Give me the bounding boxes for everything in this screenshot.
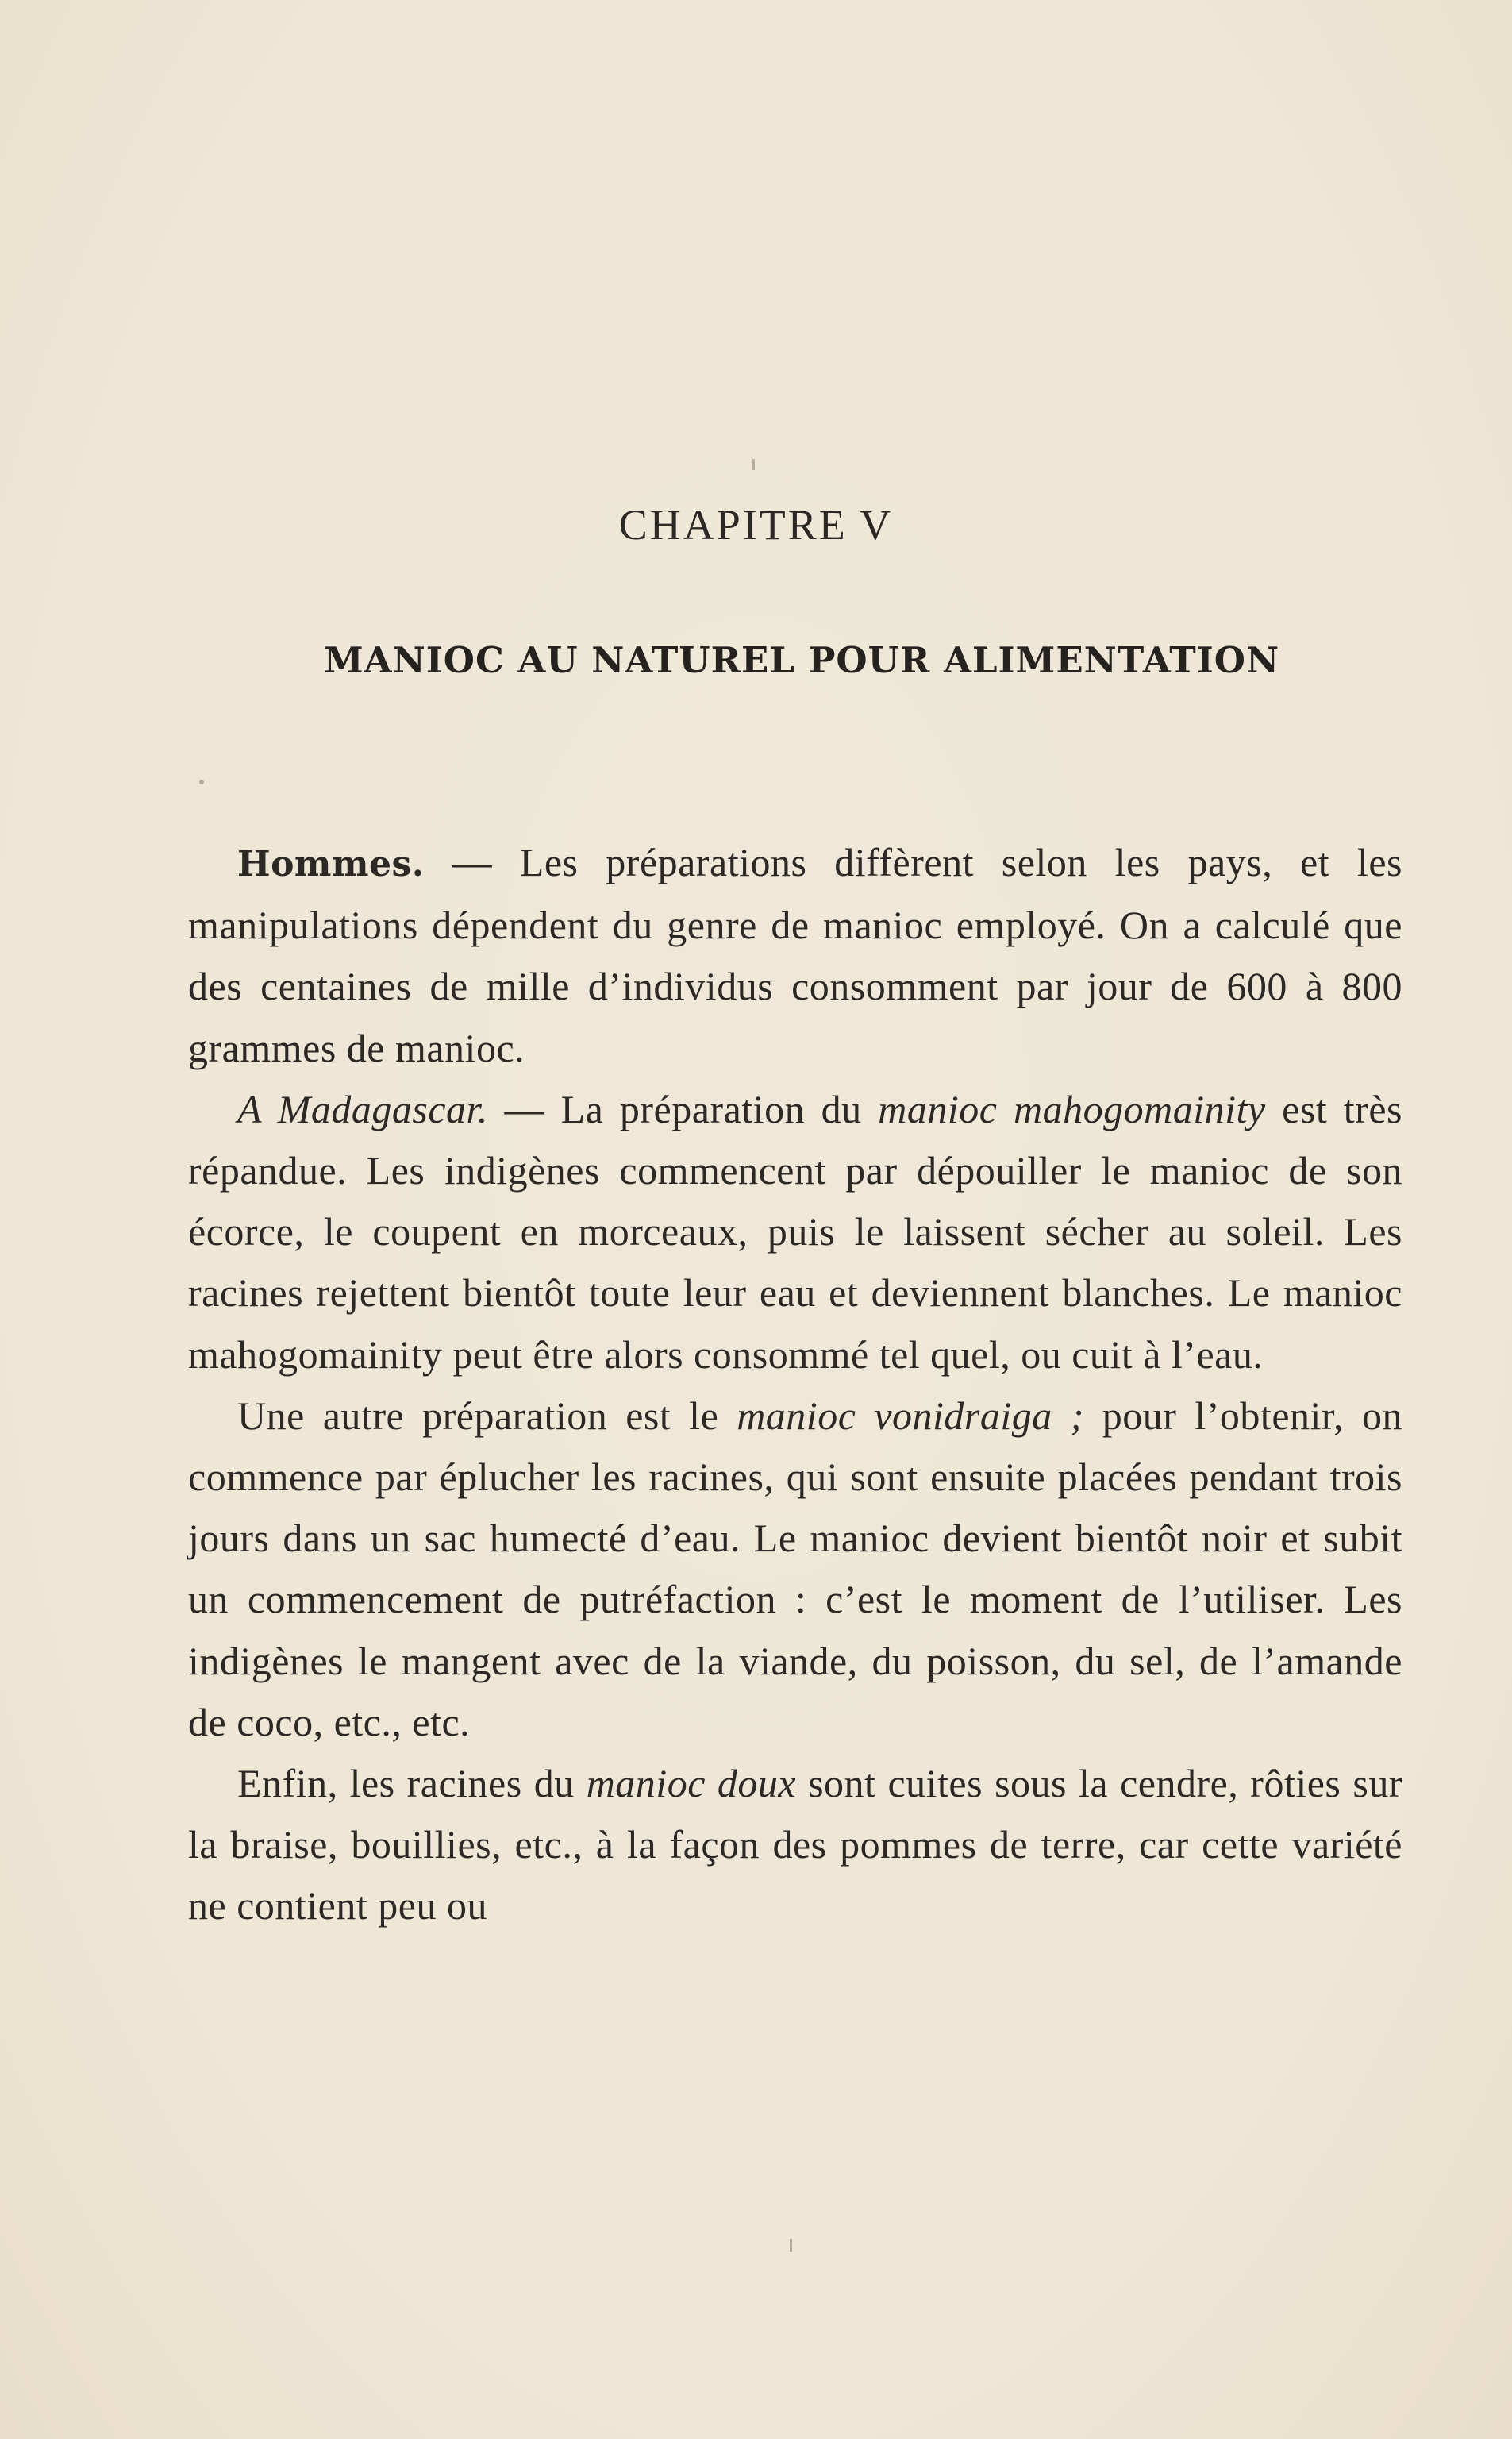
paragraph-3 bbox=[188, 1385, 1402, 1753]
paragraph-3-italic-a: manioc vonidraiga ; bbox=[737, 1393, 1084, 1438]
paper-speck bbox=[752, 459, 755, 470]
paragraph-4-text-a: Enfin, les racines du bbox=[237, 1761, 587, 1806]
paragraph-3-text-a: Une autre préparation est le bbox=[237, 1393, 737, 1438]
paragraph-4 bbox=[188, 1753, 1402, 1937]
paragraph-4-italic-a: manioc doux bbox=[586, 1761, 797, 1806]
paragraph-2-lead: A Madagascar. bbox=[237, 1086, 488, 1131]
paragraph-3-text-b: pour l’obtenir, on commence par éplucher les racines, qui sont ensuite placées pendant trois jours dans un sac humecté d’eau. Le manioc devient bientôt noir et subit un commencement de putréfaction : c’est le moment de l’utiliser. Les indigènes le mangent avec de la viande, du poisson, du sel, de l’amande de coco, etc., etc. bbox=[188, 1393, 1402, 1744]
body-text bbox=[188, 832, 1402, 1937]
paper-speck bbox=[790, 2239, 792, 2252]
paragraph-1-text: — Les préparations diffèrent selon les pays, et les manipulations dépendent du genre de manioc employé. On a calculé que des centaines de mille d’individus consomment par jour de 600 à 800 grammes de manioc. bbox=[188, 840, 1402, 1070]
paragraph-2-text-b: est très répandue. Les indigènes commencent par dépouiller le manioc de son écorce, le coupent en morceaux, puis le laissent sécher au soleil. Les racines rejettent bientôt toute leur eau et deviennent blanches. Le manioc mahogomainity peut être alors consommé tel quel, ou cuit à l’eau. bbox=[188, 1086, 1402, 1377]
paragraph-2-text-a: — La préparation du bbox=[487, 1086, 879, 1131]
paragraph-4-text-b: sont cuites sous la cendre, rôties sur la braise, bouillies, etc., à la façon des pommes de terre, car cette variété ne contient peu ou bbox=[188, 1761, 1402, 1928]
paragraph-2-italic-a: manioc mahogomainity bbox=[878, 1086, 1266, 1131]
chapter-heading: CHAPITRE V bbox=[618, 501, 894, 549]
chapter-title: MANIOC AU NATUREL POUR ALIMENTATION bbox=[323, 639, 1280, 681]
paragraph-1-lead: Hommes. bbox=[237, 844, 425, 884]
paragraph-1 bbox=[188, 832, 1402, 1079]
paragraph-2 bbox=[188, 1079, 1402, 1385]
paper-speck bbox=[199, 780, 204, 784]
